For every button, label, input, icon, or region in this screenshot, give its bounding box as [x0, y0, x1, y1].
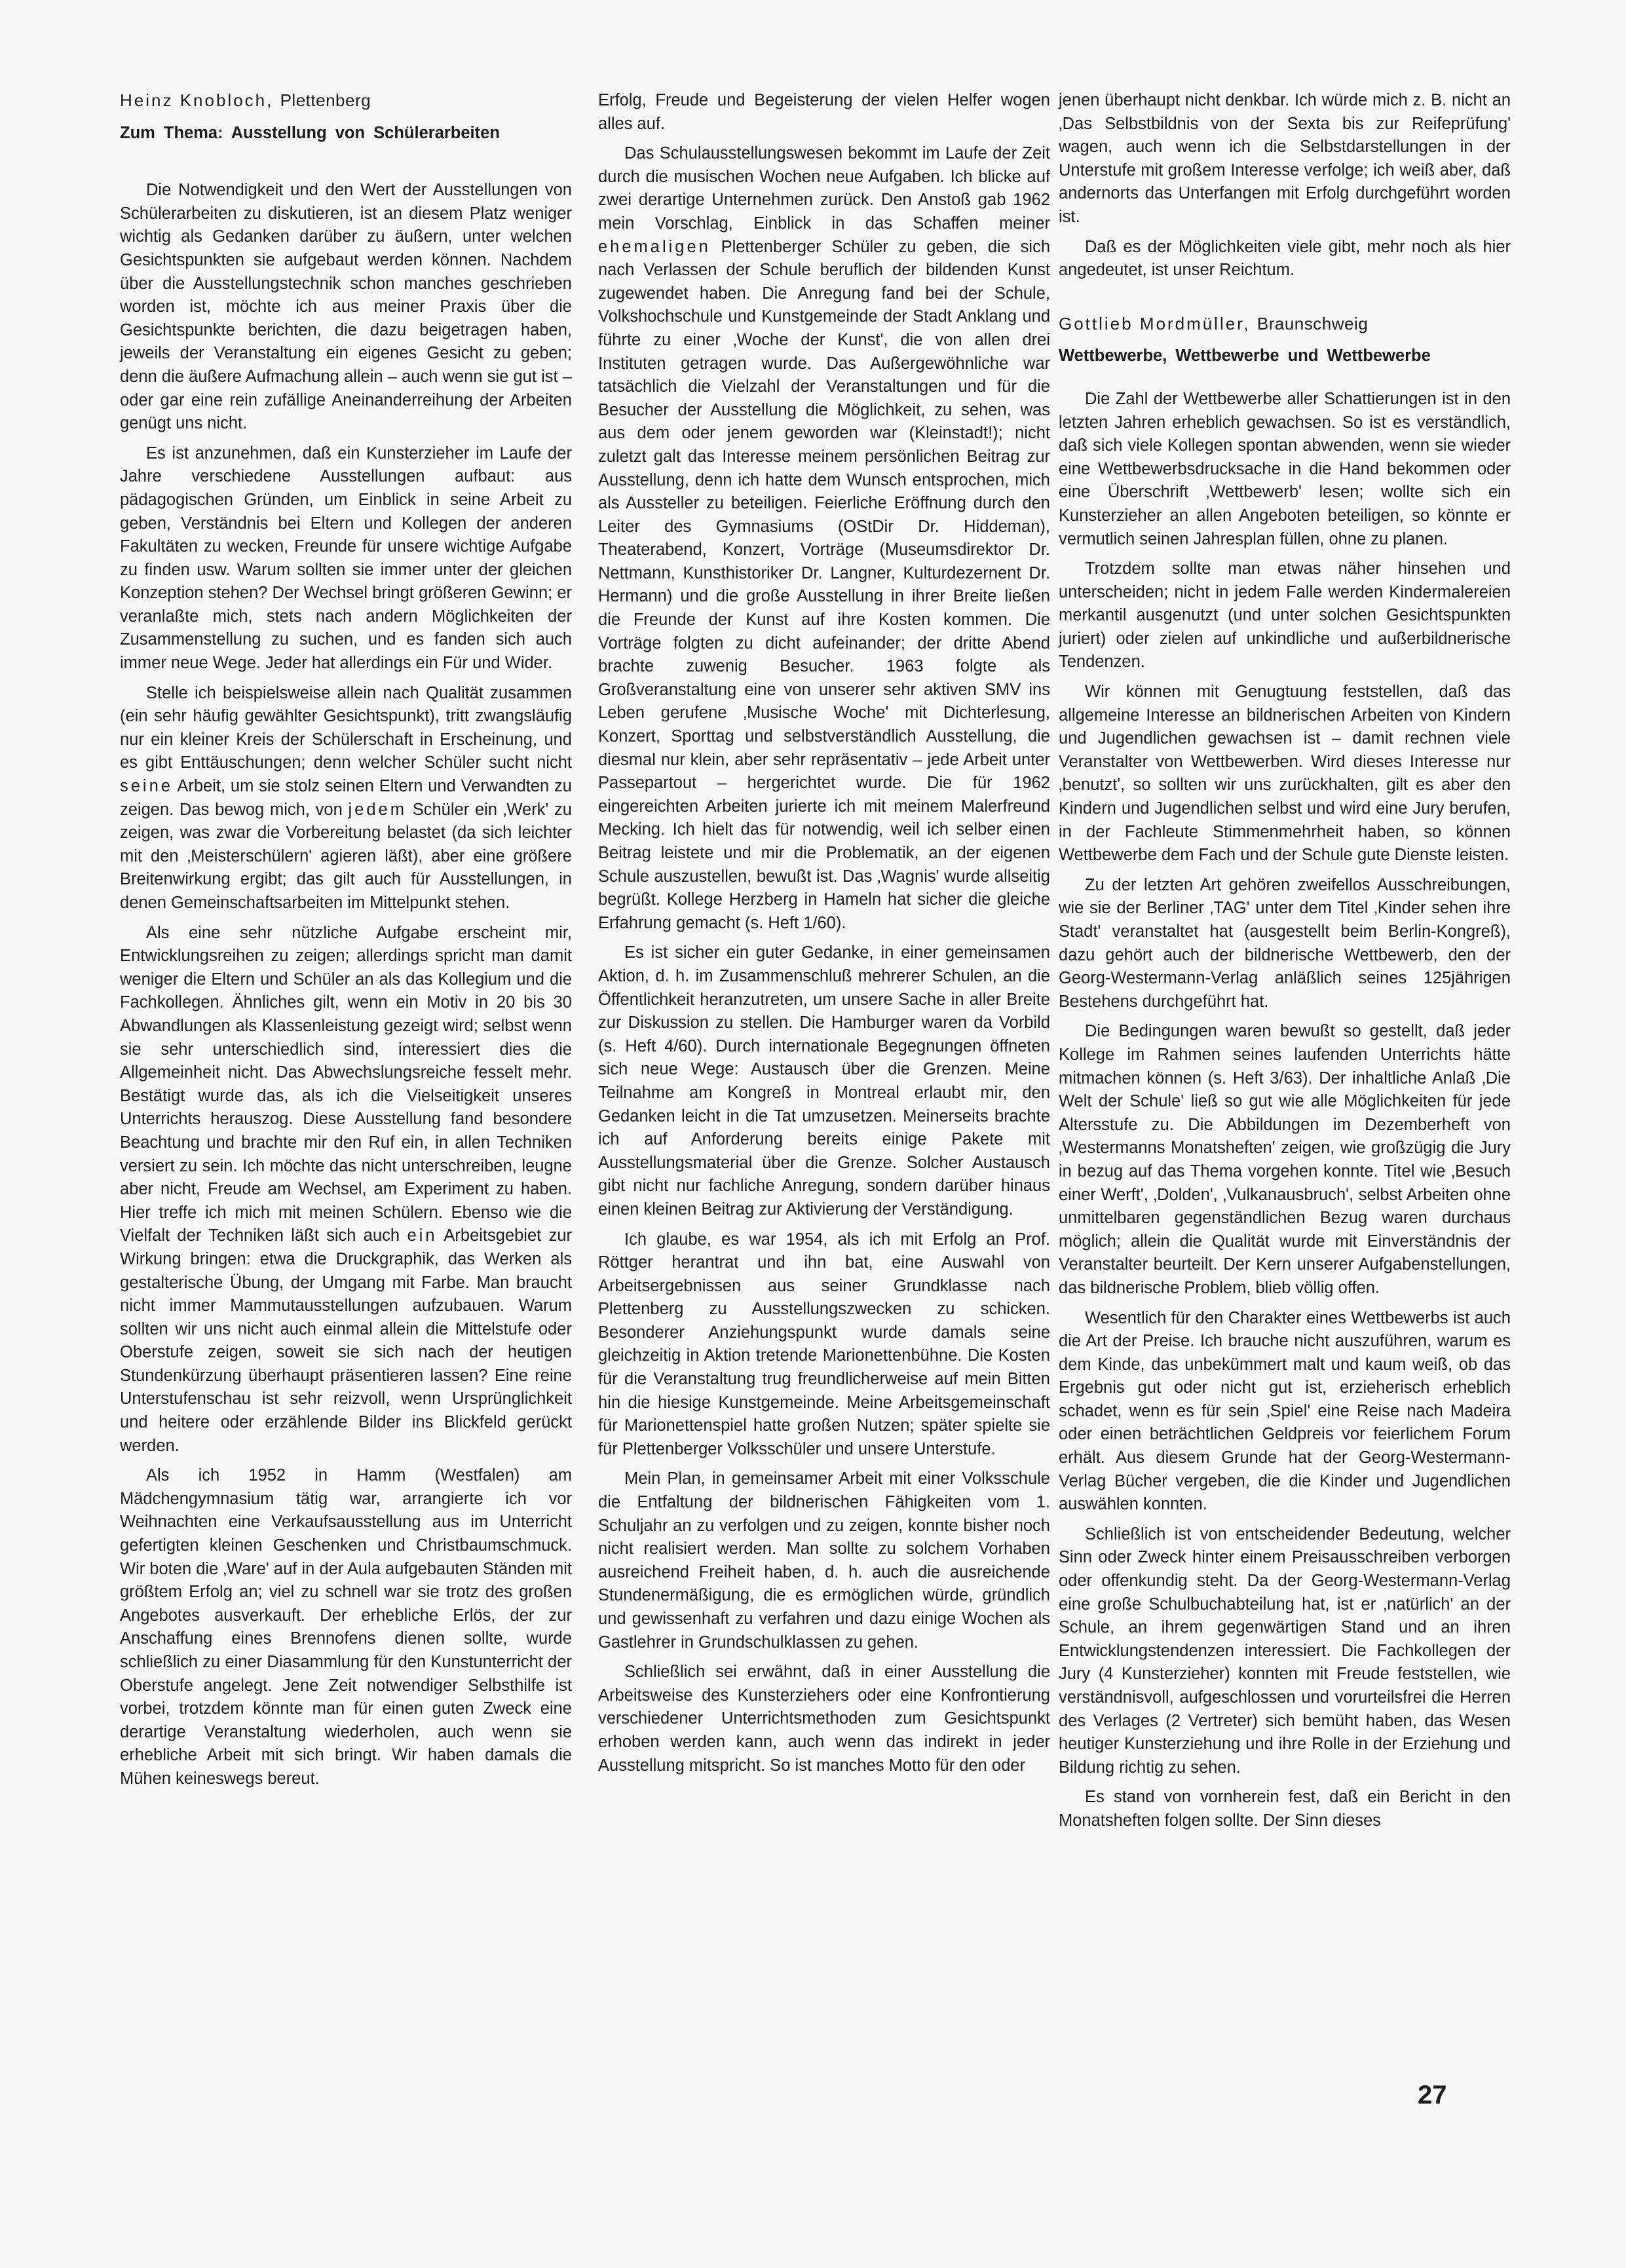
paragraph: Als ich 1952 in Hamm (Westfalen) am Mädchengymnasium tätig war, arrangierte ich vor Weihnachten eine Verkaufsausstellung aus im Unterricht gefertigten kleinen Geschenken und Christbaumschmuck. Wir boten die ‚Ware' auf in der Aula aufgebauten Ständen mit größtem Erfolg an; viel zu schnell war sie trotz des großen Angebotes ausverkauft. Der erhebliche Erlös, der zur Anschaffung eines Brennofens dienen sollte, wurde schließlich zu einer Diasammlung für den Kunstunterricht der Oberstufe angelegt. Jene Zeit notwendiger Selbsthilfe ist vorbei, trotzdem könnte man für einen guten Zweck eine derartige Veranstaltung wiederholen, auch wenn sie erhebliche Arbeit mit sich bringt. Wir haben damals die Mühen keineswegs bereut. [120, 1466, 573, 1788]
paragraph: Es ist sicher ein guter Gedanke, in einer gemeinsamen Aktion, d. h. im Zusammenschluß mehrerer Schulen, an die Öffentlichkeit heranzutreten, um unsere Sache in aller Breite zur Diskussion zu stellen. Die Hamburger waren da Vorbild (s. Heft 4/60). Durch internationale Begegnungen öffneten sich neue Wege: Austausch über die Grenzen. Meine Teilnahme am Kongreß in Montreal erlaubt mir, den Gedanken leicht in die Tat umzusetzen. Meinerseits brachte ich auf Anforderung bereits einige Pakete mit Ausstellungsmaterial über die Grenze. Solcher Austausch gibt nicht nur fachliche Anregung, sondern darüber hinaus einen kleinen Beitrag zur Aktivierung der Verständigung. [598, 943, 1050, 1219]
paragraph: Stelle ich beispielsweise allein nach Qualität zusammen (ein sehr häufig gewählter Gesichtspunkt), tritt zwangsläufig nur ein kleiner Kreis der Schülerschaft in Erscheinung, und es gibt Enttäuschungen; denn welcher Schüler sucht nicht seine Arbeit, um sie stolz seinen Eltern und Verwandten zu zeigen. Das bewog mich, von jedem Schüler ein ‚Werk' zu zeigen, was zwar die Vorbereitung belastet (da sich leichter mit den ‚Meisterschülern' agieren läßt), aber eine größere Breitenwirkung ergibt; das gilt auch für Ausstellungen, in denen Gemeinschaftsarbeiten im Mittelpunkt stehen. [120, 683, 572, 912]
paragraph: Schließlich ist von entscheidender Bedeutung, welcher Sinn oder Zweck hinter einem Preisausschreiben verborgen oder offenkundig steht. Da der Georg-Westermann-Verlag eine große Schulbuchabteilung hat, ist er ‚natürlich' an der Schule, an ihrem gegenwärtigen Stand und an ihren Entwicklungstendenzen interessiert. Die Fachkollegen der Jury (4 Kunsterzieher) konnten mit Freude feststellen, wie verständnisvoll, aufgeschlossen und vorurteilsfrei die Herren des Verlages (2 Vertreter) sich bemüht haben, das Wesen heutiger Kunsterziehung und ihre Rolle in der Erziehung und Bildung richtig zu sehen. [1059, 1524, 1511, 1777]
paragraph: Schließlich sei erwähnt, daß in einer Ausstellung die Arbeitsweise des Kunsterziehers oder eine Konfrontierung verschiedener Unterrichtsmethoden zum Gesichtspunkt erhoben werden kann, auch wenn das indirekt in jeder Ausstellung mitspricht. So ist manches Motto für den oder [598, 1663, 1050, 1775]
column-3 [1059, 89, 1511, 1840]
article-1-title: Zum Thema: Ausstellung von Schülerarbeiten [120, 123, 500, 142]
paragraph: Mein Plan, in gemeinsamer Arbeit mit einer Volksschule die Entfaltung der bildnerischen Fähigkeiten vom 1. Schuljahr an zu verfolgen und zu zeigen, konnte bisher noch nicht realisiert werden. Man sollte zu solchem Vorhaben ausreichend Freiheit haben, d. h. auch die ausreichende Stundenermäßigung, die es ermöglichen würde, gründlich und gewissenhaft zu verfahren und dazu einige Wochen als Gastlehrer in Grundschulklassen zu gehen. [598, 1469, 1050, 1652]
paragraph: Als eine sehr nützliche Aufgabe erscheint mir, Entwicklungsreihen zu zeigen; allerdings spricht man damit weniger die Eltern und Schüler an als das Kollegium und die Fachkollegen. Ähnliches gilt, wenn ein Motiv in 20 bis 30 Abwandlungen als Klassenleistung gezeigt wird; selbst wenn sie sehr unterschiedlich sind, interessiert dies die Allgemeinheit nicht. Das Abwechslungsreiche fesselt mehr. Bestätigt wurde das, als ich die Vielseitigkeit unseres Unterrichts herauszog. Diese Ausstellung fand besondere Beachtung und brachte mir den Ruf ein, in allen Techniken versiert zu sein. Ich möchte das nicht unterschreiben, leugne aber nicht, Freude am Wechsel, am Experiment zu haben. Hier treffe ich mich mit meinen Schülern. Ebenso wie die Vielfalt der Techniken läßt sich auch ein Arbeitsgebiet zur Wirkung bringen: etwa die Druckgraphik, das Werken als gestalterische Übung, der Umgang mit Farbe. Man braucht nicht immer Mammutausstellungen aufzubauen. Warum sollten wir uns nicht auch einmal allein die Mittelstufe oder Oberstufe zeigen, soweit sie sich nach der heutigen Stundenkürzung überhaupt präsentieren lassen? Eine reine Unterstufenschau ist sehr reizvoll, wenn Ursprünglichkeit und heitere oder erzählende Bilder ins Blickfeld gerückt werden. [120, 923, 572, 1455]
emphasis: ein [407, 1226, 438, 1245]
article-2-title: Wettbewerbe, Wettbewerbe und Wettbewerbe [1059, 347, 1431, 366]
author-city: Braunschweig [1257, 313, 1369, 333]
paragraph: Es ist anzunehmen, daß ein Kunsterzieher im Laufe der Jahre verschiedene Ausstellungen aufbaut: aus pädagogischen Gründen, um Einblick in seine Arbeit zu geben, Verständnis bei Eltern und Kollegen der anderen Fakultäten zu wecken, Freunde für unsere wichtige Aufgabe zu finden usw. Warum sollten sie immer unter der gleichen Konzeption stehen? Der Wechsel bringt größeren Gewinn; er veranlaßte mich, stets nach andern Möglichkeiten der Zusammenstellung zu suchen, und es fanden sich auch immer neue Wege. Jeder hat allerdings ein Für und Wider. [120, 444, 572, 673]
column-2 [598, 89, 1050, 1784]
paragraph: jenen überhaupt nicht denkbar. Ich würde mich z. B. nicht an ‚Das Selbstbildnis von der Sexta bis zur Reifeprüfung' wagen, auch wenn ich die Selbstdarstellungen in der Unterstufe mit großem Interesse verfolge; ich weiß aber, daß andernorts das Unterfangen mit Erfolg durchgeführt worden ist. [1059, 91, 1511, 226]
page-number: 27 [1418, 2081, 1447, 2109]
paragraph: Daß es der Möglichkeiten viele gibt, mehr noch als hier angedeutet, ist unser Reichtum. [1059, 237, 1511, 280]
article-1-author: Heinz Knobloch, Plettenberg [120, 90, 371, 110]
paragraph: Zu der letzten Art gehören zweifellos Ausschreibungen, wie sie der Berliner ‚TAG' unter dem Titel ‚Kinder sehen ihre Stadt' veranstaltet hat (ausgestellt beim Berlin-Kongreß), dazu gehört auch der bildnerische Wettbewerb, den der Georg-Westermann-Verlag anläßlich seines 125jährigen Bestehens durchgeführt hat. [1059, 875, 1511, 1011]
paragraph: Die Bedingungen waren bewußt so gestellt, daß jeder Kollege im Rahmen seines laufenden Unterrichts hätte mitmachen können (s. Heft 3/63). Der inhaltliche Anlaß ‚Die Welt der Schule' ließ so gut wie alle Möglichkeiten für jede Altersstufe zu. Die Abbildungen im Dezemberheft von ‚Westermanns Monatsheften' zeigen, wie großzügig die Jury in bezug auf das Thema vorgehen konnte. Titel wie ‚Besuch einer Werft', ‚Dolden', ‚Vulkanausbruch', selbst Arbeiten ohne unmittelbaren gegenständlichen Bezug waren durchaus möglich; allein die Qualität wurde mit Einverständnis der Veranstalter beurteilt. Der Kern unserer Aufgabenstellungen, das bildnerische Problem, blieb völlig offen. [1059, 1022, 1511, 1297]
author-name: Heinz Knobloch [120, 90, 267, 110]
paragraph: Die Notwendigkeit und den Wert der Ausstellungen von Schülerarbeiten zu diskutieren, ist an diesem Platz weniger wichtig als Gedanken darüber zu äußern, unter welchen Gesichtspunkten sie aufgebaut werden können. Nachdem über die Ausstellungstechnik schon manches geschrieben worden ist, möchte ich aus meiner Praxis über die Gesichtspunkte berichten, die dazu beigetragen haben, jeweils der Veranstaltung ein eigenes Gesicht zu geben; denn die äußere Aufmachung allein – auch wenn sie gut ist – oder gar eine rein zufällige Aneinanderreihung der Arbeiten genügt uns nicht. [120, 181, 572, 433]
emphasis: ehemaligen [598, 237, 711, 256]
article-2-author: Gottlieb Mordmüller, Braunschweig [1059, 313, 1369, 333]
paragraph: Ich glaube, es war 1954, als ich mit Erfolg an Prof. Röttger herantrat und ihn bat, eine Auswahl von Arbeitsergebnissen aus seiner Grundklasse nach Plettenberg zu Ausstellungszwecken zu schicken. Besonderer Anziehungspunkt wurde damals seine gleichzeitig in Aktion tretende Marionettenbühne. Die Kosten für die Veranstaltung trug freundlicherweise auf mein Bitten hin die hiesige Kunstgemeinde. Meine Arbeitsgemeinschaft für Marionettenspiel hatte großen Nutzen; später spielte sie für Plettenberger Volksschüler und unsere Unterstufe. [598, 1230, 1050, 1458]
emphasis: seine [120, 777, 173, 796]
author-city: Plettenberg [280, 90, 371, 110]
paragraph: Wesentlich für den Charakter eines Wettbewerbs ist auch die Art der Preise. Ich brauche nicht auszuführen, warum es dem Kinde, das unbekümmert malt und kaum weiß, ob das Ergebnis gut oder nicht gut ist, erzieherisch erheblich schadet, wenn es für sein ‚Spiel' eine Reise nach Madeira oder einen beträchtlichen Geldpreis vor feierlichem Forum erhält. Aus diesem Grunde hat der Georg-Westermann-Verlag Bücher vergeben, die die Kinder und Jugendlichen auswählen konnten. [1059, 1308, 1511, 1514]
paragraph: Es stand von vornherein fest, daß ein Bericht in den Monatsheften folgen sollte. Der Sinn dieses [1059, 1788, 1511, 1830]
author-name: Gottlieb Mordmüller [1059, 313, 1244, 333]
paragraph: Das Schulausstellungswesen bekommt im Laufe der Zeit durch die musischen Wochen neue Aufgaben. Ich blicke auf zwei derartige Unternehmen zurück. Den Anstoß gab 1962 mein Vorschlag, Einblick in das Schaffen meiner ehemaligen Plettenberger Schüler zu geben, die sich nach Verlassen der Schule beruflich der bildenden Kunst zugewendet haben. Die Anregung fand bei der Schule, Volkshochschule und Kunstgemeinde der Stadt Anklang und führte zu einer ‚Woche der Kunst', die von allen drei Instituten getragen wurde. Das Außergewöhnliche war tatsächlich die Vielzahl der Veranstaltungen und für die Besucher der Ausstellung die Möglichkeit, zu sehen, was aus dem oder jenem geworden war (Kleinstadt!); nicht zuletzt galt das Interesse meinem persönlichen Beitrag zur Ausstellung, denn ich hatte dem Wunsch entsprochen, mich als Aussteller zu beteiligen. Feierliche Eröffnung durch den Leiter des Gymnasiums (OStDir Dr. Hiddeman), Theaterabend, Konzert, Vorträge (Museumsdirektor Dr. Nettmann, Kunsthistoriker Dr. Langner, Kulturdezernent Dr. Hermann) und die große Ausstellung in ihrer Breite ließen die Freunde der Kunst auf ihre Kosten kommen. Die Vorträge folgten zu dicht aufeinander; der dritte Abend brachte zuwenig Besucher. 1963 folgte als Großveranstaltung eine von unserer sehr aktiven SMV ins Leben gerufene ‚Musische Woche' mit Dichterlesung, Konzert, Sporttag und selbstverständlich Ausstellung, die diesmal nur klein, aber sehr repräsentativ – jede Arbeit unter Passepartout – hergerichtet wurde. Die für 1962 eingereichten Arbeiten jurierte ich mit meinem Malerfreund Mecking. Ich hielt das für notwendig, weil ich selber einen Beitrag leistete und mir die Problematik, an der eigenen Schule auszustellen, bewußt ist. Das ‚Wagnis' wurde allseitig begrüßt. Kollege Herzberg in Hameln hat sicher die gleiche Erfahrung gemacht (s. Heft 1/60). [598, 144, 1050, 932]
emphasis: jedem [348, 800, 407, 819]
paragraph: Trotzdem sollte man etwas näher hinsehen und unterscheiden; nicht in jedem Falle werden Kindermalereien merkantil ausgenutzt (und unter solchen Gesichtspunkten juriert) oder zielen auf unkindliche und außerbildnerische Tendenzen. [1059, 559, 1511, 671]
paragraph: Erfolg, Freude und Begeisterung der vielen Helfer wogen alles auf. [598, 91, 1050, 133]
paragraph: Wir können mit Genugtuung feststellen, daß das allgemeine Interesse an bildnerischen Arbeiten von Kindern und Jugendlichen gewachsen ist – damit rechnen viele Veranstalter von Wettbewerben. Wird dieses Interesse nur ‚benutzt', so sollten wir uns zurückhalten, gilt es aber den Kindern und Jugendlichen selbst und wird eine Jury berufen, in der Fachleute Stimmenmehrheit haben, so können Wettbewerbe dem Fach und der Schule gute Dienste leisten. [1059, 683, 1511, 865]
column-1 [120, 89, 572, 1798]
paragraph: Die Zahl der Wettbewerbe aller Schattierungen ist in den letzten Jahren erheblich gewachsen. So ist es verständlich, daß sich viele Kollegen spontan abwenden, wenn sie wieder eine Wettbewerbsdrucksache in die Hand bekommen oder eine Überschrift ‚Wettbewerb' lesen; wollte sich ein Kunsterzieher an allen Angeboten beteiligen, so könnte er vermutlich seinen Jahresplan füllen, ohne zu planen. [1059, 389, 1511, 548]
